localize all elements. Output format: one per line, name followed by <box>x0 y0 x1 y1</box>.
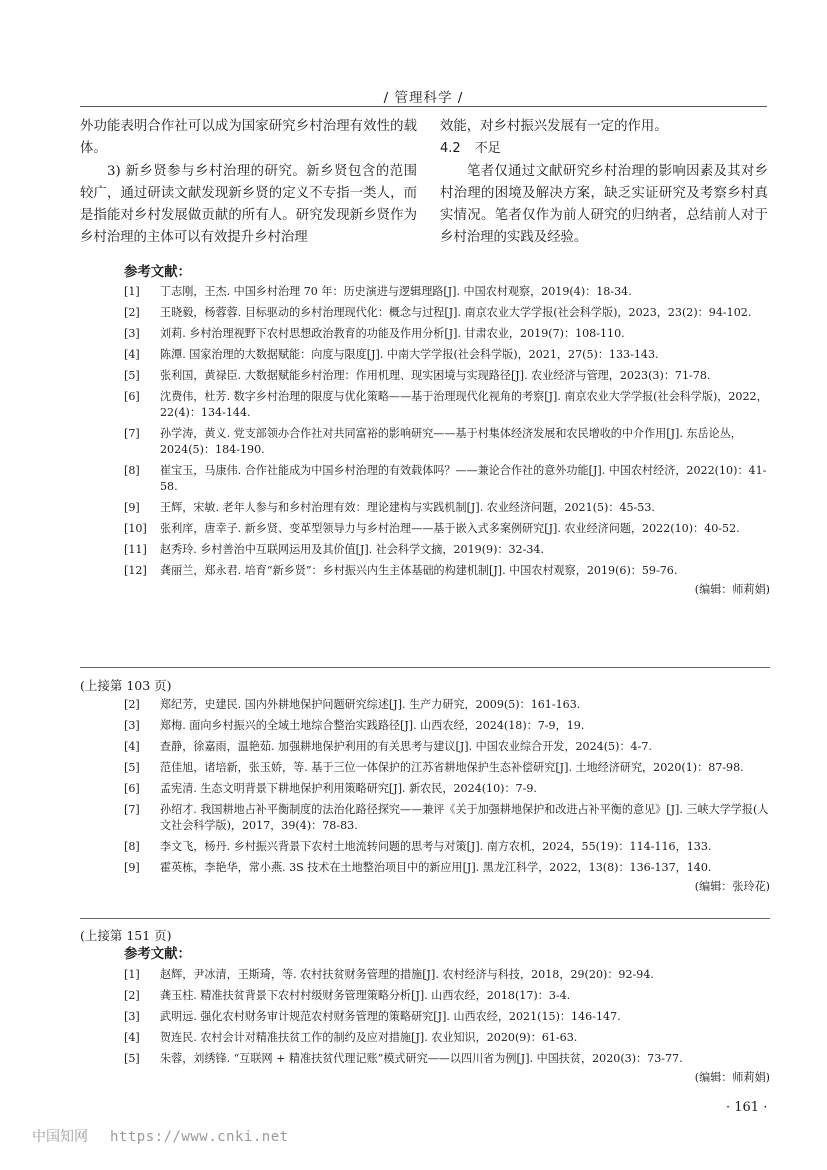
section-title: 不足 <box>474 141 501 157</box>
reference-text: 查静，徐嘉雨，温艳茹. 加强耕地保护利用的有关思考与建议[J]. 中国农业综合开发，2024(5)：4-7. <box>160 740 652 753</box>
reference-number: [5] <box>124 761 140 774</box>
reference-item <box>80 988 770 1004</box>
reference-text: 王晓毅，杨蓉蓉. 目标驱动的乡村治理现代化：概念与过程[J]. 南京农业大学学报(社会科学版)，2023，23(2)：94-102. <box>160 306 752 319</box>
reference-number: [2] <box>124 989 140 1002</box>
reference-number: [2] <box>124 306 140 319</box>
reference-number: [5] <box>124 1052 140 1065</box>
references-continued-151 <box>80 927 770 1086</box>
section-separator <box>80 667 770 668</box>
reference-text: 赵辉，尹冰清，王斯琦，等. 农村扶贫财务管理的措施[J]. 农村经济与科技，2018，29(20)：92-94. <box>160 968 654 981</box>
reference-text: 陈潭. 国家治理的大数据赋能：向度与限度[J]. 中南大学学报(社会科学版)，2021，27(5)：133-143. <box>160 348 659 361</box>
reference-item <box>80 326 770 342</box>
reference-number: [9] <box>124 501 140 514</box>
reference-text: 龚丽兰，郑永君. 培育“新乡贤”：乡村振兴内生主体基础的构建机制[J]. 中国农村观察，2019(6)：59-76. <box>160 564 678 577</box>
reference-number: [9] <box>124 861 140 874</box>
reference-number: [4] <box>124 1031 140 1044</box>
header-rule <box>80 106 767 107</box>
reference-text: 崔宝玉，马康伟. 合作社能成为中国乡村治理的有效载体吗？——兼论合作社的意外功能[J]. 中国农村经济，2022(10)：41-58. <box>160 464 767 493</box>
reference-text: 朱蓉，刘绣锋. “互联网 + 精准扶贫代理记账”模式研究——以四川省为例[J]. 中国扶贫，2020(3)：73-77. <box>160 1052 683 1065</box>
watermark-url: https://www.cnki.net <box>110 1129 289 1145</box>
reference-number: [7] <box>124 427 140 440</box>
reference-item <box>80 389 770 421</box>
reference-item <box>80 1030 770 1046</box>
reference-item <box>80 563 770 579</box>
reference-number: [10] <box>124 522 147 535</box>
reference-number: [4] <box>124 348 140 361</box>
reference-text: 赵秀玲. 乡村善治中互联网运用及其价值[J]. 社会科学文摘，2019(9)：32-34. <box>160 543 545 556</box>
reference-text: 霍英栋，李艳华，常小燕. 3S 技术在土地整治项目中的新应用[J]. 黑龙江科学，2022，13(8)：136-137，140. <box>160 861 712 874</box>
section-number: 4.2 <box>440 141 461 157</box>
reference-number: [6] <box>124 390 140 403</box>
watermark-brand: 中国知网 <box>32 1129 88 1145</box>
reference-number: [2] <box>124 698 140 711</box>
editor-note: (编辑：张玲花) <box>694 880 770 893</box>
reference-number: [5] <box>124 369 140 382</box>
references-title: 参考文献： <box>124 265 191 280</box>
reference-number: [6] <box>124 782 140 795</box>
reference-item <box>80 1009 770 1025</box>
reference-item <box>80 760 770 776</box>
references-151-list <box>80 967 770 1067</box>
references-main-list <box>80 284 770 579</box>
body-left-column <box>80 116 417 250</box>
cnki-watermark <box>32 1126 289 1146</box>
journal-section-header: / 管理科学 / <box>383 90 464 106</box>
reference-text: 贺连民. 农村会计对精准扶贫工作的制约及应对措施[J]. 农业知识，2020(9)：61-63. <box>160 1031 578 1044</box>
reference-item <box>80 697 770 713</box>
reference-text: 刘莉. 乡村治理视野下农村思想政治教育的功能及作用分析[J]. 甘肃农业，2019(7)：108-110. <box>160 327 625 340</box>
editor-note: (编辑：师莉娟) <box>694 1071 770 1084</box>
section-heading <box>440 138 768 160</box>
reference-item <box>80 860 770 876</box>
reference-number: [8] <box>124 464 140 477</box>
reference-text: 孙绍才. 我国耕地占补平衡制度的法治化路径探究——兼评《关于加强耕地保护和改进占补平衡的意见》[J]. 三峡大学学报(人文社会科学版)，2017，39(4)：78-83. <box>160 803 769 832</box>
right-paragraph-1: 效能，对乡村振兴发展有一定的作用。 <box>440 119 668 134</box>
references-title: 参考文献： <box>124 947 191 962</box>
reference-item <box>80 1051 770 1067</box>
reference-number: [1] <box>124 968 140 981</box>
continued-note: (上接第 151 页) <box>80 928 172 943</box>
left-paragraph-1: 外功能表明合作社可以成为国家研究乡村治理有效性的载体。 <box>80 119 417 157</box>
section-separator <box>80 918 770 919</box>
references-main <box>80 262 770 598</box>
reference-number: [4] <box>124 740 140 753</box>
reference-item <box>80 463 770 495</box>
reference-text: 龚玉柱. 精准扶贫背景下农村村级财务管理策略分析[J]. 山西农经，2018(17)：3-4. <box>160 989 571 1002</box>
reference-text: 孟宪清. 生态文明背景下耕地保护利用策略研究[J]. 新农民，2024(10)：7-9. <box>160 782 537 795</box>
reference-item <box>80 347 770 363</box>
reference-text: 丁志刚，王杰. 中国乡村治理 70 年：历史演进与逻辑理路[J]. 中国农村观察，2019(4)：18-34. <box>160 285 632 298</box>
references-continued-103 <box>80 677 770 895</box>
body-right-column <box>440 116 768 250</box>
reference-item <box>80 542 770 558</box>
right-paragraph-2: 笔者仅通过文献研究乡村治理的影响因素及其对乡村治理的困境及解决方案，缺乏实证研究及考察乡村真实情况。笔者仅作为前人研究的归纳者，总结前人对于乡村治理的实践及经验。 <box>440 163 768 246</box>
reference-text: 孙学涛，黄义. 党支部领办合作社对共同富裕的影响研究——基于村集体经济发展和农民增收的中介作用[J]. 东岳论丛，2024(5)：184-190. <box>160 427 742 456</box>
reference-text: 沈费伟，杜芳. 数字乡村治理的限度与优化策略——基于治理现代化视角的考察[J]. 南京农业大学学报(社会科学版)，2022，22(4)：134-144. <box>160 390 768 419</box>
reference-number: [3] <box>124 719 140 732</box>
reference-item <box>80 839 770 855</box>
editor-note: (编辑：师莉娟) <box>694 583 770 596</box>
reference-item <box>80 284 770 300</box>
reference-item <box>80 500 770 516</box>
continued-note: (上接第 103 页) <box>80 678 172 693</box>
reference-text: 武明远. 强化农村财务审计规范农村财务管理的策略研究[J]. 山西农经，2021(15)：146-147. <box>160 1010 621 1023</box>
reference-text: 张利国，黄禄臣. 大数据赋能乡村治理：作用机理、现实困境与实现路径[J]. 农业经济与管理，2023(3)：71-78. <box>160 369 711 382</box>
reference-text: 范佳旭，诸培新，张玉娇，等. 基于三位一体保护的江苏省耕地保护生态补偿研究[J]. 土地经济研究，2020(1)：87-98. <box>160 761 744 774</box>
reference-number: [3] <box>124 327 140 340</box>
reference-number: [1] <box>124 285 140 298</box>
reference-item <box>80 718 770 734</box>
reference-text: 王辉，宋敏. 老年人参与和乡村治理有效：理论建构与实践机制[J]. 农业经济问题，2021(5)：45-53. <box>160 501 655 514</box>
reference-item <box>80 802 770 834</box>
reference-number: [8] <box>124 840 140 853</box>
reference-text: 郑梅. 面向乡村振兴的全域土地综合整治实践路径[J]. 山西农经，2024(18)：7-9，19. <box>160 719 585 732</box>
reference-item <box>80 368 770 384</box>
reference-number: [3] <box>124 1010 140 1023</box>
reference-text: 张利庠，唐幸子. 新乡贤、变革型领导力与乡村治理——基于嵌入式多案例研究[J]. 农业经济问题，2022(10)：40-52. <box>160 522 740 535</box>
reference-item <box>80 967 770 983</box>
reference-number: [11] <box>124 543 147 556</box>
left-paragraph-2: 3) 新乡贤参与乡村治理的研究。新乡贤包含的范围较广，通过研读文献发现新乡贤的定义不专指一类人，而是指能对乡村发展做贡献的所有人。研究发现新乡贤作为乡村治理的主体可以有效提升乡村治理 <box>80 163 417 246</box>
reference-item <box>80 305 770 321</box>
reference-item <box>80 521 770 537</box>
reference-text: 郑纪芳，史建民. 国内外耕地保护问题研究综述[J]. 生产力研究，2009(5)：161-163. <box>160 698 581 711</box>
page-number: · 161 · <box>726 1100 768 1115</box>
reference-item <box>80 739 770 755</box>
reference-number: [7] <box>124 803 140 816</box>
reference-text: 李文飞，杨丹. 乡村振兴背景下农村土地流转问题的思考与对策[J]. 南方农机，2024，55(19)：114-116，133. <box>160 840 712 853</box>
references-103-list <box>80 697 770 876</box>
reference-item <box>80 426 770 458</box>
reference-number: [12] <box>124 564 147 577</box>
reference-item <box>80 781 770 797</box>
